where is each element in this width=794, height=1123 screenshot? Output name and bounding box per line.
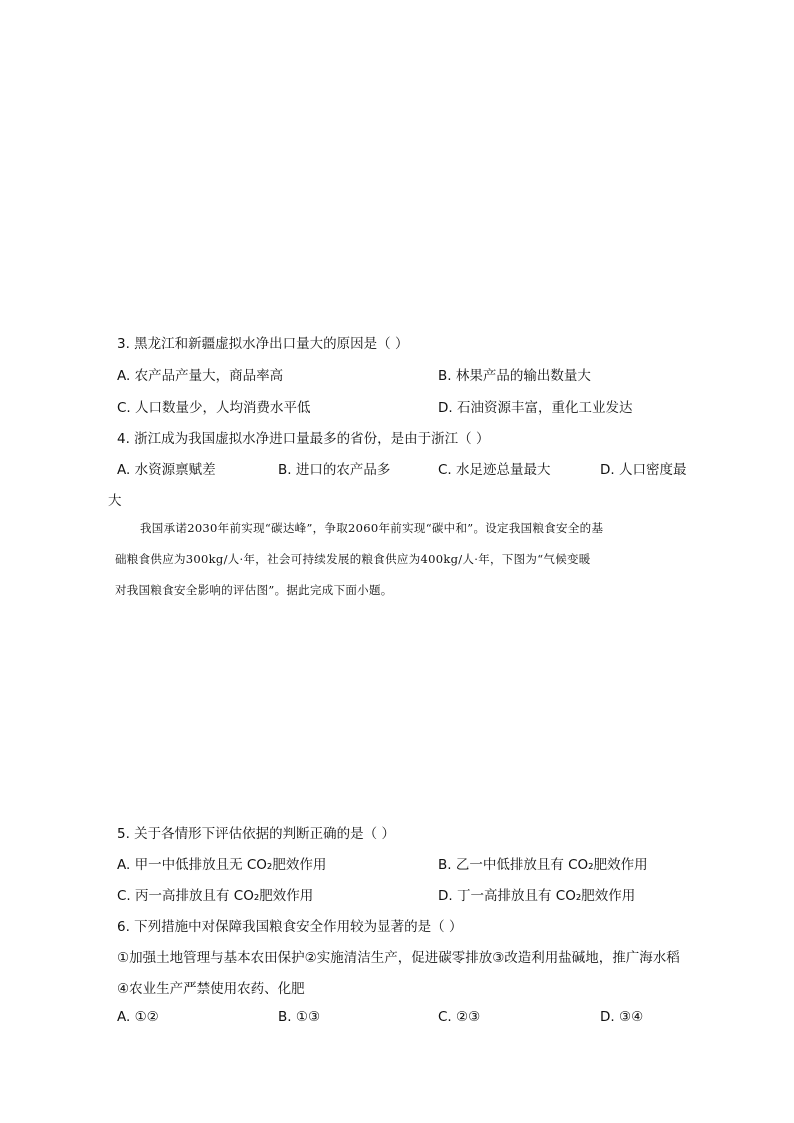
q4-option-d[interactable]: D. 人口密度最 xyxy=(600,462,687,478)
question-5-stem: 5. 关于各情形下评估依据的判断正确的是（ ） xyxy=(117,826,395,842)
q5-option-d[interactable]: D. 丁一高排放且有 CO₂肥效作用 xyxy=(438,888,636,904)
q3-option-a[interactable]: A. 农产品产量大，商品率高 xyxy=(117,368,284,384)
q4-option-a[interactable]: A. 水资源禀赋差 xyxy=(117,462,216,478)
question-4-stem: 4. 浙江成为我国虚拟水净进口量最多的省份，是由于浙江（ ） xyxy=(117,431,490,447)
q3-option-b[interactable]: B. 林果产品的输出数量大 xyxy=(438,368,591,384)
q6-option-c[interactable]: C. ②③ xyxy=(438,1009,481,1025)
q6-statement-line-2: ④农业生产严禁使用农药、化肥 xyxy=(117,981,305,997)
question-3-stem: 3. 黑龙江和新疆虚拟水净出口量大的原因是（ ） xyxy=(117,336,409,352)
q5-option-c[interactable]: C. 丙一高排放且有 CO₂肥效作用 xyxy=(117,888,314,904)
q6-option-a[interactable]: A. ①② xyxy=(117,1009,159,1025)
grain-security-chart xyxy=(108,605,458,810)
question-6-stem: 6. 下列措施中对保障我国粮食安全作用较为显著的是（ ） xyxy=(117,919,463,935)
virtual-water-chart xyxy=(130,105,670,320)
q5-option-b[interactable]: B. 乙一中低排放且有 CO₂肥效作用 xyxy=(438,857,648,873)
passage-line-2: 础粮食供应为300kg/人·年，社会可持续发展的粮食供应为400kg/人·年，下图为“气候变暖 xyxy=(115,552,591,566)
virtual-water-bar-chart xyxy=(130,105,670,320)
q3-option-d[interactable]: D. 石油资源丰富，重化工业发达 xyxy=(438,400,633,416)
q4-option-d-continued: 大 xyxy=(108,493,122,509)
q5-option-a[interactable]: A. 甲一中低排放且无 CO₂肥效作用 xyxy=(117,857,327,873)
q6-statement-line-1: ①加强土地管理与基本农田保护②实施清洁生产，促进碳零排放③改造利用盐碱地，推广海水稻 xyxy=(117,950,680,966)
grain-per-capita-line-chart xyxy=(108,605,458,810)
passage-line-1: 我国承诺2030年前实现“碳达峰”，争取2060年前实现“碳中和”。设定我国粮食安全的基 xyxy=(140,521,604,535)
q3-option-c[interactable]: C. 人口数量少，人均消费水平低 xyxy=(117,400,311,416)
q6-option-d[interactable]: D. ③④ xyxy=(600,1009,644,1025)
q6-option-b[interactable]: B. ①③ xyxy=(278,1009,321,1025)
q4-option-b[interactable]: B. 进口的农产品多 xyxy=(278,462,391,478)
q4-option-c[interactable]: C. 水足迹总量最大 xyxy=(438,462,551,478)
passage-line-3: 对我国粮食安全影响的评估图”。据此完成下面小题。 xyxy=(115,583,393,597)
